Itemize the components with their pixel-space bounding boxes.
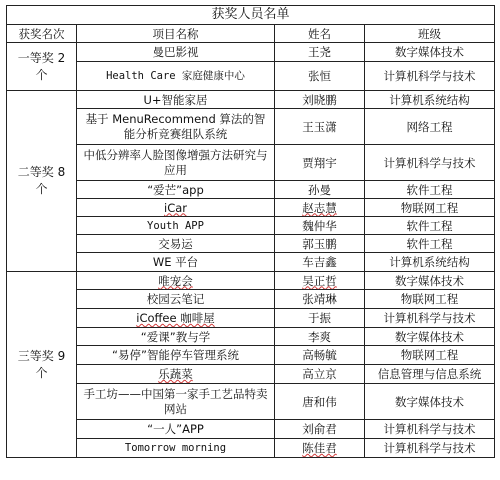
project-cell: 曼巴影视 bbox=[77, 43, 275, 62]
name-cell: 唐和伟 bbox=[275, 384, 365, 420]
class-cell: 数字媒体技术 bbox=[365, 272, 495, 290]
class-cell: 计算机科学与技术 bbox=[365, 439, 495, 458]
header-class: 班级 bbox=[365, 25, 495, 43]
project-cell: 中低分辨率人脸图像增强方法研究与应用 bbox=[77, 145, 275, 181]
table-row bbox=[7, 309, 495, 328]
class-cell: 软件工程 bbox=[365, 181, 495, 199]
name-cell bbox=[275, 272, 365, 290]
project-cell: Tomorrow morning bbox=[77, 439, 275, 458]
class-cell: 物联网工程 bbox=[365, 199, 495, 217]
name-text: 陈佳君 bbox=[302, 441, 337, 455]
name-cell: 高立京 bbox=[275, 365, 365, 384]
project-cell: Health Care 家庭健康中心 bbox=[77, 62, 275, 91]
name-text: 赵志慧 bbox=[302, 200, 337, 215]
name-cell: 高畅毓 bbox=[275, 346, 365, 365]
title-row bbox=[7, 6, 495, 25]
table-row bbox=[7, 235, 495, 253]
project-cell: “一人”APP bbox=[77, 420, 275, 439]
rank-cell-third: 三等奖 9 个 bbox=[7, 272, 77, 458]
header-row bbox=[7, 25, 495, 43]
table-row bbox=[7, 346, 495, 365]
project-text: iCoffee 咖啡屋 bbox=[136, 311, 215, 325]
name-cell: 张靖琳 bbox=[275, 290, 365, 309]
name-cell: 王尧 bbox=[275, 43, 365, 62]
header-name: 姓名 bbox=[275, 25, 365, 43]
header-project: 项目名称 bbox=[77, 25, 275, 43]
name-cell: 贾翔宇 bbox=[275, 145, 365, 181]
name-cell bbox=[275, 439, 365, 458]
project-cell: “爱芒”app bbox=[77, 181, 275, 199]
name-cell: 李爽 bbox=[275, 328, 365, 346]
name-cell: 郭玉鹏 bbox=[275, 235, 365, 253]
table-row bbox=[7, 62, 495, 91]
name-text: 吴正哲 bbox=[302, 273, 337, 288]
table-row bbox=[7, 43, 495, 62]
project-cell: 校园云笔记 bbox=[77, 290, 275, 309]
name-cell: 刘俞君 bbox=[275, 420, 365, 439]
table-row bbox=[7, 199, 495, 217]
class-cell: 数字媒体技术 bbox=[365, 384, 495, 420]
class-cell: 计算机科学与技术 bbox=[365, 420, 495, 439]
project-cell: WE 平台 bbox=[77, 253, 275, 272]
table-row bbox=[7, 328, 495, 346]
class-cell: 软件工程 bbox=[365, 235, 495, 253]
project-text: iCar bbox=[164, 200, 187, 215]
table-row bbox=[7, 253, 495, 272]
table-row bbox=[7, 181, 495, 199]
class-cell: 物联网工程 bbox=[365, 346, 495, 365]
project-cell bbox=[77, 365, 275, 384]
name-cell: 于振 bbox=[275, 309, 365, 328]
rank-cell-second: 二等奖 8 个 bbox=[7, 91, 77, 272]
name-cell: 车吉鑫 bbox=[275, 253, 365, 272]
name-cell: 魏仲华 bbox=[275, 217, 365, 235]
table-row bbox=[7, 365, 495, 384]
name-cell: 王玉潇 bbox=[275, 109, 365, 145]
table-row bbox=[7, 217, 495, 235]
class-cell: 计算机科学与技术 bbox=[365, 309, 495, 328]
table-row bbox=[7, 420, 495, 439]
class-cell: 计算机科学与技术 bbox=[365, 145, 495, 181]
header-rank: 获奖名次 bbox=[7, 25, 77, 43]
project-text: 唯宠会 bbox=[158, 273, 193, 288]
class-cell: 软件工程 bbox=[365, 217, 495, 235]
table-row bbox=[7, 109, 495, 145]
rank-cell-first: 一等奖 2 个 bbox=[7, 43, 77, 91]
table-row bbox=[7, 384, 495, 420]
class-cell: 计算机科学与技术 bbox=[365, 62, 495, 91]
project-cell: Youth APP bbox=[77, 217, 275, 235]
class-cell: 数字媒体技术 bbox=[365, 328, 495, 346]
name-cell: 刘晓鹏 bbox=[275, 91, 365, 109]
class-cell: 计算机系统结构 bbox=[365, 91, 495, 109]
award-list-table bbox=[6, 5, 495, 458]
project-cell bbox=[77, 272, 275, 290]
project-cell: “爱课”教与学 bbox=[77, 328, 275, 346]
project-cell bbox=[77, 309, 275, 328]
name-cell: 张恒 bbox=[275, 62, 365, 91]
table-title: 获奖人员名单 bbox=[7, 6, 495, 25]
class-cell: 网络工程 bbox=[365, 109, 495, 145]
project-cell: 手工坊——中国第一家手工艺品特卖网站 bbox=[77, 384, 275, 420]
class-cell: 信息管理与信息系统 bbox=[365, 365, 495, 384]
table-row bbox=[7, 439, 495, 458]
project-cell: U+智能家居 bbox=[77, 91, 275, 109]
project-cell: “易停”智能停车管理系统 bbox=[77, 346, 275, 365]
project-cell: 基于 MenuRecommend 算法的智能分析竞赛组队系统 bbox=[77, 109, 275, 145]
project-cell bbox=[77, 199, 275, 217]
name-cell: 孙曼 bbox=[275, 181, 365, 199]
class-cell: 数字媒体技术 bbox=[365, 43, 495, 62]
class-cell: 计算机系统结构 bbox=[365, 253, 495, 272]
class-cell: 物联网工程 bbox=[365, 290, 495, 309]
table-row bbox=[7, 145, 495, 181]
project-text: 乐蔬菜 bbox=[158, 367, 193, 381]
project-cell: 交易运 bbox=[77, 235, 275, 253]
table-row bbox=[7, 290, 495, 309]
name-cell bbox=[275, 199, 365, 217]
table-row bbox=[7, 272, 495, 290]
table-row bbox=[7, 91, 495, 109]
